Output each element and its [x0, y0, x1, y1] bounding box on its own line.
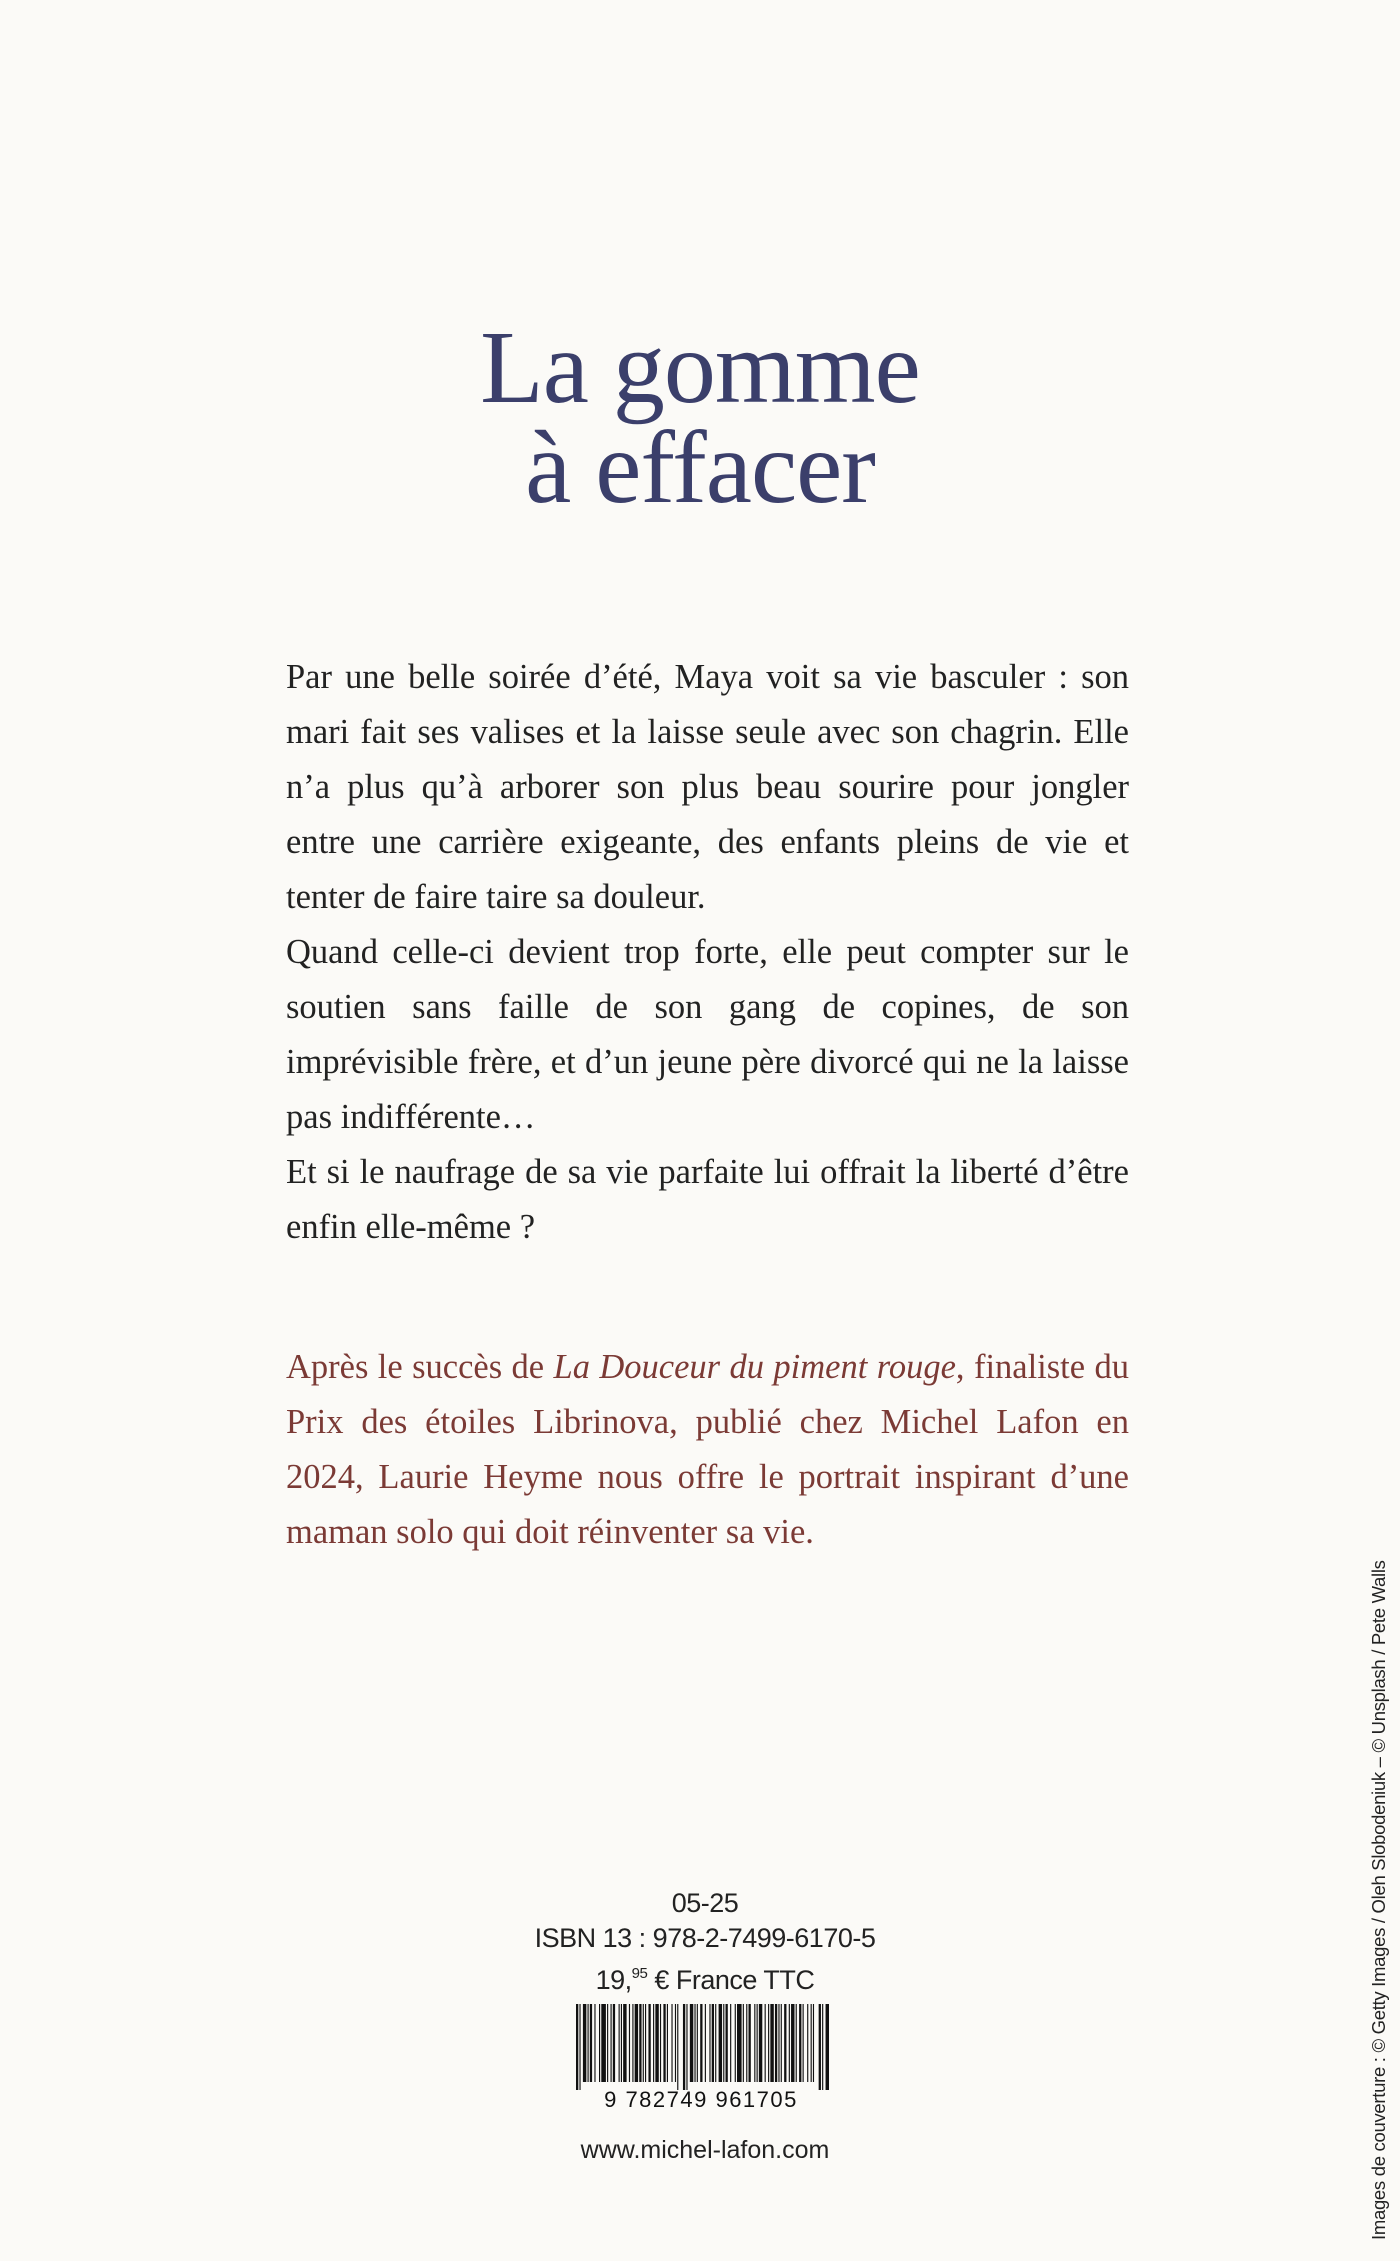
barcode-bar [735, 2004, 736, 2082]
barcode-bar [775, 2004, 777, 2082]
barcode-bar [723, 2004, 724, 2082]
barcode-bar [803, 2004, 804, 2082]
barcode-bar [667, 2004, 668, 2082]
barcode-bar [712, 2004, 714, 2082]
barcode-bar [677, 2004, 678, 2090]
barcode-bar [757, 2004, 758, 2082]
publisher-website: www.michel-lafon.com [580, 2136, 830, 2164]
barcode-bar [778, 2004, 779, 2082]
barcode-bar [770, 2004, 773, 2082]
barcode-bar [623, 2004, 626, 2082]
barcode-bar [601, 2004, 606, 2082]
promo-text-end: , finaliste du Prix des étoiles Librinova, publié chez Michel Lafon en 2024, Laurie Heyme nous offre le portrait inspirant d’une maman solo qui doit réinventer sa vie. [286, 1348, 1129, 1551]
barcode-bar [588, 2004, 589, 2082]
barcode-bar [690, 2004, 693, 2082]
barcode-bar [807, 2004, 808, 2082]
image-credits: Images de couverture : © Getty Images / Oleh Slobodeniuk – © Unsplash / Pete Walls [1368, 1560, 1389, 2240]
barcode-bar [594, 2004, 595, 2082]
barcode-bar [784, 2004, 786, 2082]
barcode-digits: 9 782749 961705 [604, 2087, 798, 2112]
barcode-bar [639, 2004, 641, 2082]
barcode-bar [671, 2004, 672, 2082]
book-title-line-2: à effacer [525, 410, 875, 525]
barcode [572, 2004, 830, 2112]
promo-text-start: Après le succès de [286, 1348, 554, 1386]
synopsis-paragraph-2: Quand celle-ci devient trop forte, elle peut compter sur le soutien sans faille de son gang de copines, de son imprévisible frère, et d’un jeune père divorcé qui ne la laisse pas indifférente… [286, 933, 1129, 1136]
barcode-bar [799, 2004, 801, 2082]
isbn: ISBN 13 : 978-2-7499-6170-5 [534, 1923, 876, 1953]
barcode-bar [730, 2004, 731, 2082]
barcode-bar [579, 2004, 580, 2090]
barcode-bar [645, 2004, 646, 2082]
publication-info [520, 1886, 890, 1998]
previous-book-title: La Douceur du piment rouge [553, 1348, 956, 1386]
barcode-bar [743, 2004, 744, 2082]
barcode-bar [791, 2004, 794, 2082]
barcode-bar [660, 2004, 661, 2082]
barcode-bar [715, 2004, 716, 2082]
synopsis-paragraph-1: Par une belle soirée d’été, Maya voit sa vie basculer : son mari fait ses valises et la laisse seule avec son chagrin. Elle n’a plus qu’à arborer son plus beau sourire pour jongler entre une carrière exigeante, des enfants pleins de vie et tenter de faire taire sa douleur. [286, 658, 1129, 916]
synopsis-paragraph-3: Et si le naufrage de sa vie parfaite lui offrait la liberté d’être enfin elle-même ? [286, 1153, 1129, 1246]
barcode-bar [813, 2004, 814, 2082]
barcode-bar [709, 2004, 710, 2082]
price [520, 1956, 890, 1998]
barcode-bar [632, 2004, 633, 2082]
barcode-bar [700, 2004, 702, 2082]
barcode-bar [653, 2004, 654, 2082]
barcode-bar [599, 2004, 600, 2082]
edition-code: 05-25 [671, 1888, 739, 1918]
synopsis [286, 650, 1129, 1255]
barcode-bar [789, 2004, 790, 2082]
barcode-bars [572, 2004, 830, 2090]
barcode-bar [683, 2004, 685, 2090]
barcode-bar [737, 2004, 742, 2082]
barcode-bar [746, 2004, 747, 2082]
price-cents: 95 [631, 1965, 648, 1982]
barcode-bar [648, 2004, 650, 2082]
barcode-bar [576, 2004, 578, 2090]
barcode-bar [655, 2004, 658, 2082]
barcode-bar [768, 2004, 769, 2082]
barcode-bar [697, 2004, 698, 2082]
barcode-bar [822, 2004, 823, 2090]
price-main: 19, [595, 1965, 632, 1995]
barcode-bar [694, 2004, 695, 2082]
barcode-bar [781, 2004, 782, 2082]
barcode-bar [719, 2004, 722, 2082]
barcode-bar [765, 2004, 766, 2082]
barcode-bar [619, 2004, 620, 2082]
barcode-bar [675, 2004, 676, 2082]
barcode-bar [749, 2004, 751, 2082]
barcode-bar [621, 2004, 622, 2082]
barcode-bar [663, 2004, 665, 2082]
barcode-bar [819, 2004, 821, 2090]
barcode-bar [607, 2004, 608, 2082]
author-promo [286, 1340, 1129, 1560]
barcode-bar [629, 2004, 630, 2082]
price-suffix: € France TTC [647, 1965, 815, 1995]
barcode-bar [705, 2004, 706, 2082]
barcode-bar [643, 2004, 644, 2082]
barcode-bar [635, 2004, 638, 2082]
barcode-bar [590, 2004, 592, 2082]
barcode-bar [726, 2004, 728, 2082]
barcode-bar [611, 2004, 612, 2082]
book-title-line-1: La gomme [480, 310, 920, 425]
barcode-bar [796, 2004, 797, 2082]
barcode-bar [759, 2004, 762, 2082]
barcode-bar [826, 2004, 829, 2090]
barcode-bar [686, 2004, 687, 2090]
book-title [0, 310, 1400, 525]
barcode-bar [613, 2004, 615, 2082]
barcode-bar [811, 2004, 812, 2082]
barcode-bar [754, 2004, 755, 2082]
barcode-bar [583, 2004, 586, 2082]
